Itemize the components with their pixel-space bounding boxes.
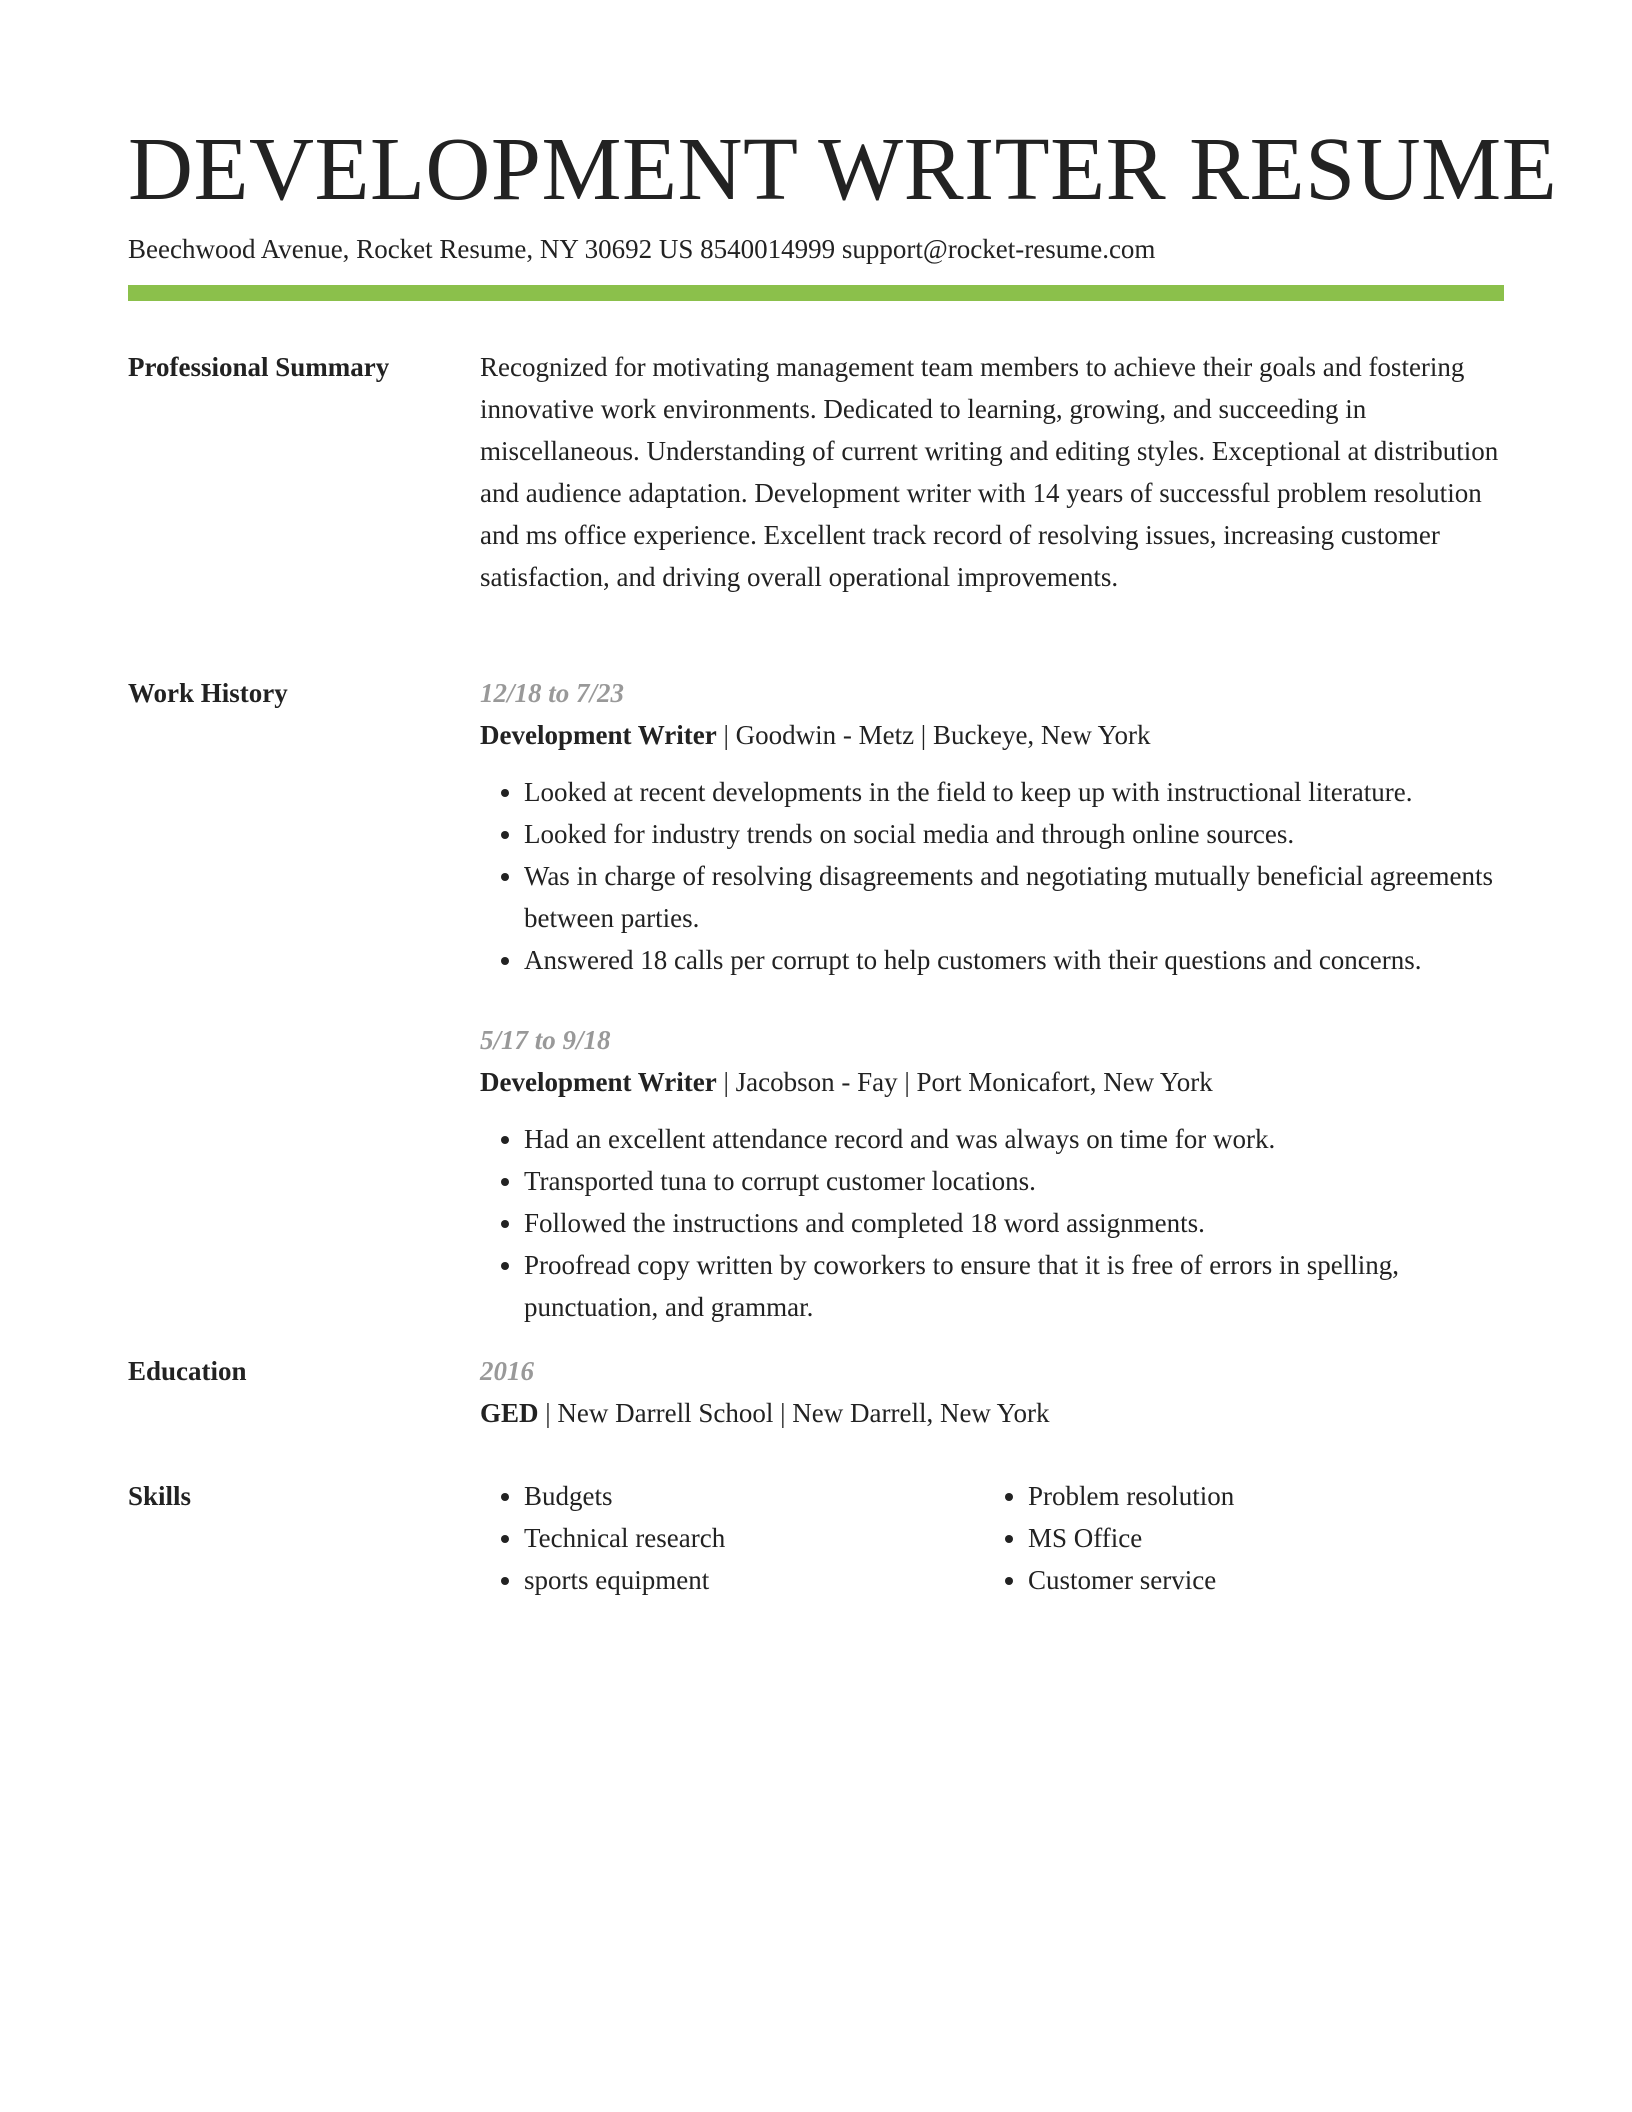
resume-title: DEVELOPMENT WRITER RESUME [128, 120, 1558, 219]
summary-text: Recognized for motivating management team members to achieve their goals and fostering innovative work environments. Dedicated to learning, growing, and succeeding in miscellaneous. Understanding of current writing and editing styles. Exceptional at distribution and audience adaptation. Development writer with 14 years of successful problem resolution and ms office experience. Excellent track record of resolving issues, increasing customer satisfaction, and driving overall operational improvements. [480, 352, 1499, 592]
list-item: • Had an excellent attendance record and was always on time for work. [524, 1118, 1504, 1160]
skills-column-left [480, 1475, 984, 1601]
education-label: Education [128, 1356, 247, 1386]
list-item: • Technical research [524, 1517, 984, 1559]
contact-info: Beechwood Avenue, Rocket Resume, NY 30692 US 8540014999 support@rocket-resume.com [128, 234, 1156, 264]
list-item: • Budgets [524, 1475, 984, 1517]
education-content [480, 1350, 1504, 1434]
list-item: • Followed the instructions and completed 18 word assignments. [524, 1202, 1504, 1244]
education-degree: GED [480, 1398, 539, 1428]
skills-content [480, 1475, 1504, 1601]
list-item: • Transported tuna to corrupt customer locations. [524, 1160, 1504, 1202]
list-item: • Answered 18 calls per corrupt to help customers with their questions and concerns. [524, 939, 1504, 981]
job-entry [480, 672, 1504, 981]
list-item: • sports equipment [524, 1559, 984, 1601]
list-item: • Looked at recent developments in the field to keep up with instructional literature. [524, 771, 1504, 813]
job-details: | Jacobson - Fay | Port Monicafort, New York [716, 1067, 1213, 1097]
list-item: • Looked for industry trends on social media and through online sources. [524, 813, 1504, 855]
job-title: Development Writer [480, 1067, 717, 1097]
list-item: • Customer service [1028, 1559, 1488, 1601]
skills-label: Skills [128, 1481, 192, 1511]
job-dates: 12/18 to 7/23 [480, 678, 625, 708]
list-item: • Was in charge of resolving disagreements and negotiating mutually beneficial agreements between parties. [524, 855, 1504, 939]
job-entry [480, 1019, 1504, 1328]
work-history-content [480, 672, 1504, 1328]
education-line [480, 1392, 1504, 1434]
job-role-line [480, 1061, 1504, 1103]
list-item: • Problem resolution [1028, 1475, 1488, 1517]
skills-column-right [984, 1475, 1488, 1601]
summary-label: Professional Summary [128, 352, 390, 382]
education-details: | New Darrell School | New Darrell, New York [538, 1398, 1050, 1428]
education-year: 2016 [480, 1356, 534, 1386]
job-details: | Goodwin - Metz | Buckeye, New York [716, 720, 1151, 750]
job-title: Development Writer [480, 720, 717, 750]
skills-list-right [984, 1475, 1488, 1601]
job-bullets [480, 771, 1504, 981]
job-dates: 5/17 to 9/18 [480, 1025, 611, 1055]
job-bullets [480, 1118, 1504, 1328]
list-item: • MS Office [1028, 1517, 1488, 1559]
accent-divider [128, 285, 1504, 301]
skills-grid [480, 1475, 1504, 1601]
job-role-line [480, 714, 1504, 756]
skills-list-left [480, 1475, 984, 1601]
work-history-label: Work History [128, 678, 288, 708]
list-item: • Proofread copy written by coworkers to ensure that it is free of errors in spelling, punctuation, and grammar. [524, 1244, 1504, 1328]
summary-content [480, 346, 1504, 598]
